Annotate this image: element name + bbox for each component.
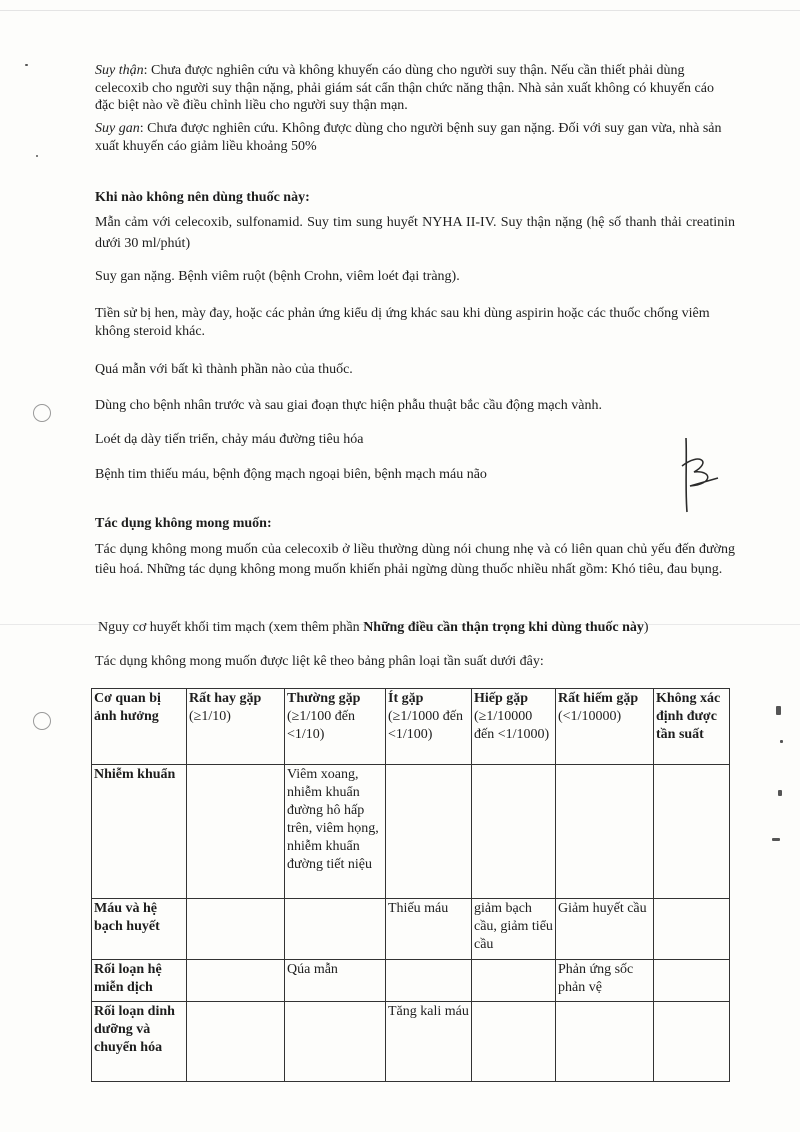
table-cell (654, 765, 730, 899)
table-cell (556, 765, 654, 899)
table-cell (285, 899, 386, 960)
table-cell (654, 1002, 730, 1082)
organ-cell: Rối loạn hệ miễn dịch (92, 960, 187, 1002)
table-cell: Tăng kali máu (386, 1002, 472, 1082)
adverse-effects-heading: Tác dụng không mong muốn: (95, 516, 272, 531)
table-cell (285, 1002, 386, 1082)
contraindication-item: Dùng cho bệnh nhân trước và sau giai đoạn thực hiện phẫu thuật bắc cầu động mạch vành. (95, 398, 602, 413)
renal-text: : Chưa được nghiên cứu và không khuyến cáo dùng cho người suy thận. Nếu cần thiết phải dùng celecoxib cho người suy thận nặng, phải giám sát cẩn thận chức năng thận. Nhà sản xuất không có khuyến cáo đặc biệt nào về điều chỉnh liều cho người suy thận mạn. (95, 63, 714, 113)
table-row (92, 899, 730, 960)
scan-speck (772, 838, 780, 841)
table-cell (187, 1002, 285, 1082)
cardiovascular-risk-note (98, 619, 738, 637)
contraindication-item: Bệnh tim thiếu máu, bệnh động mạch ngoại biên, bệnh mạch máu não (95, 467, 487, 482)
contraindication-item: Loét dạ dày tiến triển, chảy máu đường tiêu hóa (95, 432, 364, 447)
risk-section-ref: Những điều cần thận trọng khi dùng thuốc này (363, 620, 644, 635)
table-cell (472, 765, 556, 899)
table-cell (386, 960, 472, 1002)
adverse-effects-table (91, 688, 730, 1082)
hepatic-text: : Chưa được nghiên cứu. Không được dùng cho người bệnh suy gan nặng. Đối với suy gan vừa, nhà sản xuất khuyến cáo giảm liều khoảng 50% (95, 121, 722, 154)
table-cell (556, 1002, 654, 1082)
scan-speck (778, 790, 782, 796)
table-cell (187, 765, 285, 899)
table-header-row (92, 689, 730, 765)
header-rare: Hiếp gặp (≥1/10000 đến <1/1000) (472, 689, 556, 765)
frequency-table-intro: Tác dụng không mong muốn được liệt kê theo bảng phân loại tần suất dưới đây: (95, 654, 544, 669)
table-cell: giảm bạch cầu, giảm tiểu cầu (472, 899, 556, 960)
renal-impairment-paragraph (95, 62, 735, 115)
table-row (92, 765, 730, 899)
contraindication-item: Mẫn cảm với celecoxib, sulfonamid. Suy tim sung huyết NYHA II-IV. Suy thận nặng (hệ số thanh thải creatinin dưới 30 ml/phút) (95, 215, 735, 251)
scan-speck (776, 706, 781, 715)
table-cell (187, 960, 285, 1002)
header-very-common: Rất hay gặp (≥1/10) (187, 689, 285, 765)
scan-speck (780, 740, 783, 743)
header-organ: Cơ quan bị ảnh hưởng (92, 689, 187, 765)
table-cell: Qúa mẫn (285, 960, 386, 1002)
table-cell: Giảm huyết cầu (556, 899, 654, 960)
hepatic-label: Suy gan (95, 121, 140, 136)
scan-speck (25, 64, 28, 66)
contraindication-item: Tiền sử bị hen, mày đay, hoặc các phản ứng kiểu dị ứng khác sau khi dùng aspirin hoặc các thuốc chống viêm không steroid khác. (95, 306, 710, 339)
risk-prefix: Nguy cơ huyết khối tim mạch (xem thêm phần (98, 620, 364, 635)
contraindication-item: Quá mẫn với bất kì thành phần nào của thuốc. (95, 362, 353, 377)
table-row (92, 1002, 730, 1082)
header-unknown: Không xác định được tần suất (654, 689, 730, 765)
scan-edge-top (0, 10, 800, 11)
header-common: Thường gặp (≥1/100 đến <1/10) (285, 689, 386, 765)
header-very-rare: Rất hiếm gặp (<1/10000) (556, 689, 654, 765)
contraindications-heading: Khi nào không nên dùng thuốc này: (95, 190, 310, 205)
table-cell (472, 1002, 556, 1082)
table-cell (386, 765, 472, 899)
table-cell (654, 899, 730, 960)
punch-hole-lower (33, 712, 51, 730)
table-cell (187, 899, 285, 960)
table-cell: Phản ứng sốc phản vệ (556, 960, 654, 1002)
organ-cell: Máu và hệ bạch huyết (92, 899, 187, 960)
risk-suffix: ) (643, 620, 649, 635)
header-uncommon: Ít gặp (≥1/1000 đến <1/100) (386, 689, 472, 765)
punch-hole-upper (33, 404, 51, 422)
table-cell (472, 960, 556, 1002)
adverse-effects-intro: Tác dụng không mong muốn của celecoxib ở liều thường dùng nói chung nhẹ và có liên quan chủ yếu đến đường tiêu hoá. Những tác dụng không mong muốn khiến phải ngừng dùng thuốc nhiều nhất gồm: Khó tiêu, đau bụng. (95, 542, 735, 577)
organ-cell: Nhiễm khuẩn (92, 765, 187, 899)
table-cell: Thiếu máu (386, 899, 472, 960)
table-cell (654, 960, 730, 1002)
scan-speck (36, 155, 38, 157)
handwritten-signature (672, 432, 732, 516)
renal-label: Suy thận (95, 63, 144, 78)
table-cell: Viêm xoang, nhiễm khuẩn đường hô hấp trên, viêm họng, nhiễm khuẩn đường tiết niệu (285, 765, 386, 899)
contraindication-item: Suy gan nặng. Bệnh viêm ruột (bệnh Crohn, viêm loét đại tràng). (95, 269, 460, 284)
hepatic-impairment-paragraph (95, 120, 735, 155)
table-row (92, 960, 730, 1002)
organ-cell: Rối loạn dinh dưỡng và chuyển hóa (92, 1002, 187, 1082)
